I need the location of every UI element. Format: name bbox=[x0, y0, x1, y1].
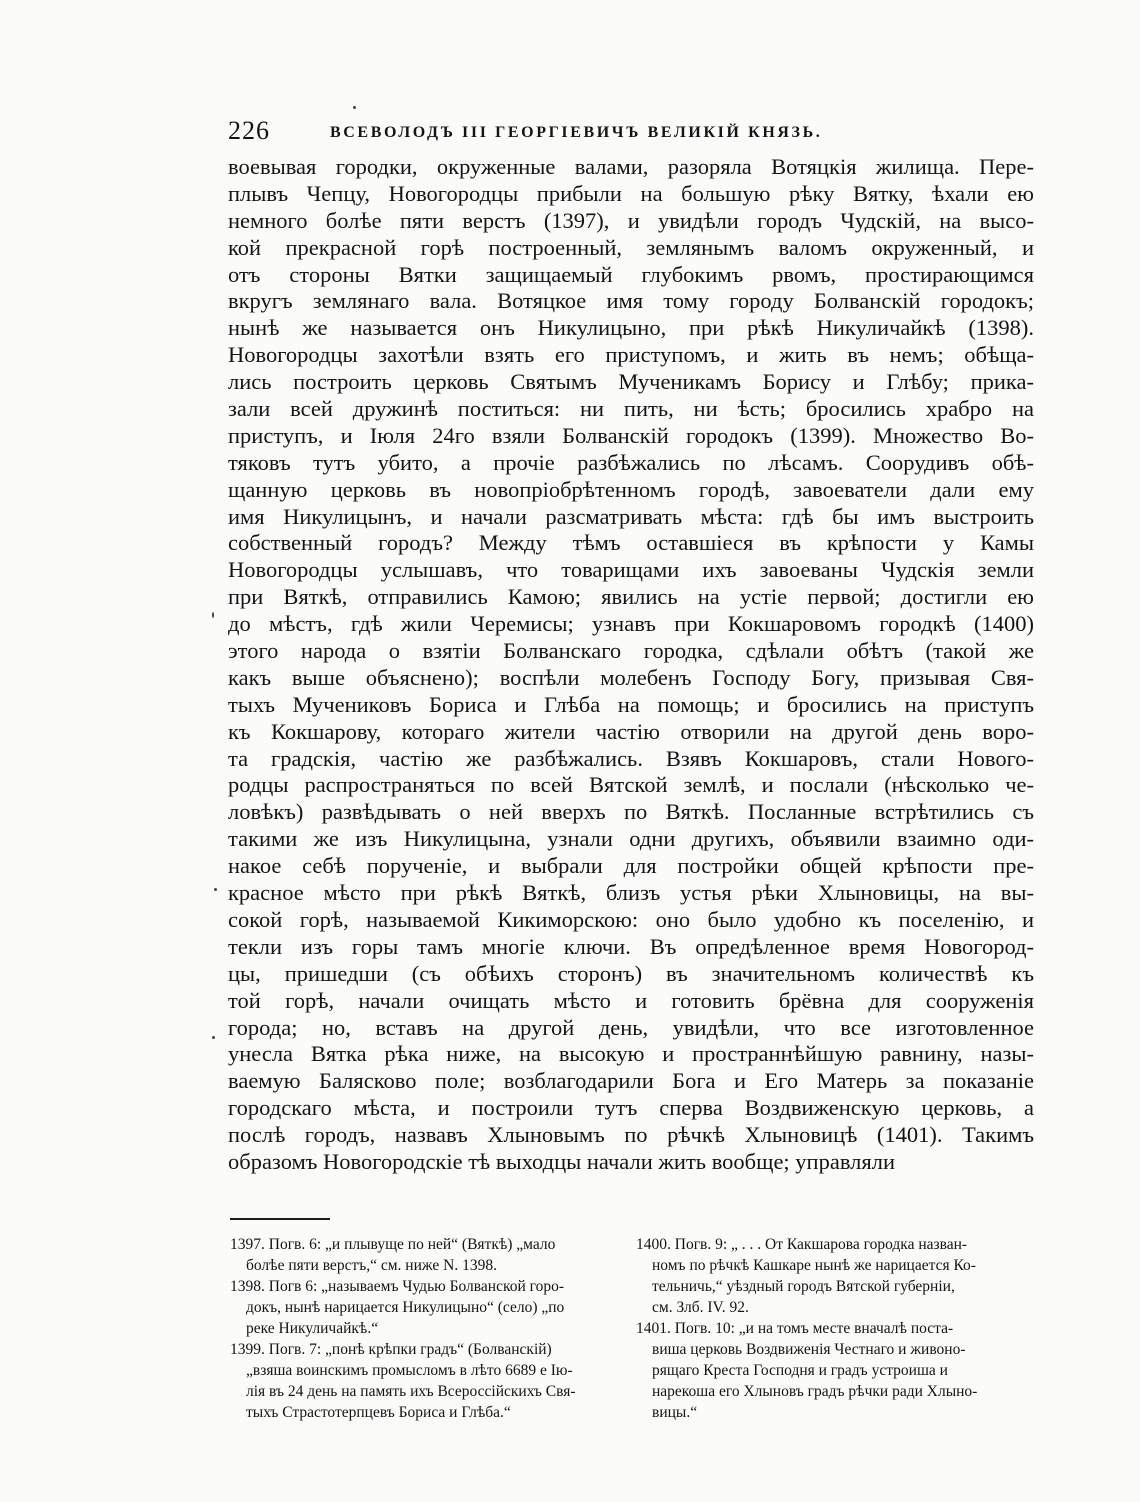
body-text bbox=[228, 154, 1034, 1176]
body-line: Новогородцы услышавъ, что товарищами ихъ завоеваны Чудскія земли bbox=[228, 557, 1034, 583]
body-line: родцы распространяться по всей Вятской землѣ, и послали (нѣсколько че- bbox=[228, 772, 1034, 798]
footnote-line: тыхъ Страстотерпцевъ Бориса и Глѣба.“ bbox=[246, 1404, 511, 1421]
body-line: тяковъ тутъ убито, а прочіе разбѣжались по лѣсамъ. Соорудивъ обѣ- bbox=[228, 449, 1034, 475]
body-line: нынѣ же называется онъ Никулицыно, при рѣкѣ Никуличайкѣ (1398). bbox=[228, 315, 1034, 341]
footnote-line: тельничь,“ уѣздный городъ Вятской губерніи, bbox=[652, 1278, 955, 1295]
body-line: зали всей дружинѣ поститься: ни пить, ни ѣсть; бросились храбро на bbox=[228, 396, 1034, 422]
body-line: послѣ городъ, назвавъ Хлыновымъ по рѣчкѣ Хлыновицѣ (1401). Такимъ bbox=[228, 1122, 1034, 1148]
page-header bbox=[228, 116, 928, 156]
body-line: та градскія, частію же разбѣжались. Взявъ Кокшаровъ, стали Нового- bbox=[228, 745, 1034, 771]
footnote-line: номъ по рѣчкѣ Кашкаре нынѣ же нарицается Ко- bbox=[652, 1257, 976, 1274]
footnote-line: виша церковь Воздвиженія Честнаго и живоно- bbox=[652, 1341, 966, 1358]
body-line: унесла Вятка рѣка ниже, на высокую и пространнѣйшую равнину, назы- bbox=[228, 1041, 1034, 1067]
running-head: ВСЕВОЛОДЪ III ГЕОРГІЕВИЧЪ ВЕЛИКІЙ КНЯЗЬ. bbox=[330, 124, 823, 141]
body-line: текли изъ горы тамъ многіе ключи. Въ опредѣленное время Новогород- bbox=[228, 933, 1034, 959]
body-line: накое себѣ порученіе, и выбрали для постройки общей крѣпости пре- bbox=[228, 853, 1034, 879]
footnote-line: нарекоша его Хлыновъ градъ рѣчки ради Хлыно- bbox=[652, 1383, 978, 1400]
scan-speck bbox=[214, 888, 217, 891]
footnote-line: докъ, нынѣ нарицается Никулицыно“ (село) „по bbox=[246, 1299, 565, 1316]
scan-speck bbox=[212, 1036, 215, 1039]
scan-speck bbox=[212, 612, 214, 618]
body-line: этого народа о взятіи Болванскаго городка, сдѣлали обѣтъ (такой же bbox=[228, 638, 1034, 664]
body-line: немного болѣе пяти верстъ (1397), и увидѣли городъ Чудскій, на высо- bbox=[228, 207, 1034, 233]
footnote-rule bbox=[230, 1218, 330, 1220]
footnotes-left-column bbox=[230, 1234, 636, 1423]
footnote-line: 1399. Погв. 7: „понѣ крѣпки градъ“ (Болванскій) bbox=[230, 1341, 552, 1358]
footnote bbox=[230, 1234, 636, 1276]
body-line: плывъ Чепцу, Новогородцы прибыли на большую рѣку Вятку, ѣхали ею bbox=[228, 180, 1034, 206]
scan-speck bbox=[353, 106, 356, 109]
body-line: той горѣ, начали очищать мѣсто и готовить брёвна для сооруженія bbox=[228, 987, 1034, 1013]
body-line: города; но, вставъ на другой день, увидѣли, что все изготовленное bbox=[228, 1014, 1034, 1040]
footnote-line: реке Никуличайкѣ.“ bbox=[246, 1320, 379, 1337]
body-line: воевывая городки, окруженные валами, разоряла Вотяцкія жилища. Пере- bbox=[228, 154, 1034, 179]
body-line: такими же изъ Никулицына, узнали одни другихъ, объявили взаимно оди- bbox=[228, 826, 1034, 852]
body-line: Новогородцы захотѣли взять его приступомъ, и жить въ немъ; обѣща- bbox=[228, 342, 1034, 368]
body-line: при Вяткѣ, отправились Камою; явились на устіе первой; достигли ею bbox=[228, 584, 1034, 610]
body-line: ваемую Балясково поле; возблагодарили Бога и Его Матерь за показаніе bbox=[228, 1068, 1034, 1094]
footnote bbox=[636, 1318, 1034, 1423]
body-line: городскаго мѣста, и построили тутъ сперва Воздвиженскую церковь, а bbox=[228, 1095, 1034, 1121]
footnote-line: болѣе пяти верстъ,“ см. ниже N. 1398. bbox=[246, 1257, 497, 1274]
footnote bbox=[636, 1234, 1034, 1318]
footnote-line: 1397. Погв. 6: „и плывуще по ней“ (Вяткѣ) „мало bbox=[230, 1236, 556, 1253]
body-line: цы, пришедши (съ обѣихъ сторонъ) въ значительномъ количествѣ къ bbox=[228, 960, 1034, 986]
footnote-line: см. Злб. IV. 92. bbox=[652, 1299, 749, 1316]
footnote-line: вицы.“ bbox=[652, 1404, 698, 1421]
footnote bbox=[230, 1276, 636, 1339]
footnote bbox=[230, 1339, 636, 1423]
body-line: какъ выше объяснено); воспѣли молебенъ Господу Богу, призывая Свя- bbox=[228, 664, 1034, 690]
body-line: приступъ, и Іюля 24го взяли Болванскій городокъ (1399). Множество Во- bbox=[228, 422, 1034, 448]
body-line: ловѣкъ) развѣдывать о ней вверхъ по Вяткѣ. Посланные встрѣтились съ bbox=[228, 799, 1034, 825]
body-line: вкругъ землянаго вала. Вотяцкое имя тому городу Болванскій городокъ; bbox=[228, 288, 1034, 314]
body-line: сокой горѣ, называемой Кикиморскою: оно было удобно къ поселенію, и bbox=[228, 906, 1034, 932]
body-line: отъ стороны Вятки защищаемый глубокимъ рвомъ, простирающимся bbox=[228, 261, 1034, 287]
footnote-line: „взяша воинскимъ промысломъ в лѣто 6689 е Ію- bbox=[246, 1362, 573, 1379]
body-line: красное мѣсто при рѣкѣ Вяткѣ, близъ устья рѣки Хлыновицы, на вы- bbox=[228, 880, 1034, 906]
footnote-line: 1398. Погв 6: „называемъ Чудью Болванской горо- bbox=[230, 1278, 564, 1295]
body-line: имя Никулицынъ, и начали разсматривать мѣста: гдѣ бы имъ выстроить bbox=[228, 503, 1034, 529]
body-line: до мѣстъ, гдѣ жили Черемисы; узнавъ при Кокшаровомъ городкѣ (1400) bbox=[228, 611, 1034, 637]
body-line: кой прекрасной горѣ построенный, землянымъ валомъ окруженный, и bbox=[228, 234, 1034, 260]
footnote-line: рящаго Креста Господня и градъ устроиша и bbox=[652, 1362, 948, 1379]
body-line: тыхъ Мучениковъ Бориса и Глѣба на помощь; и бросились на приступъ bbox=[228, 691, 1034, 717]
body-line: лись построить церковь Святымъ Мученикамъ Борису и Глѣбу; прика- bbox=[228, 369, 1034, 395]
body-line: щанную церковь въ новопріобрѣтенномъ городѣ, завоеватели дали ему bbox=[228, 476, 1034, 502]
page-number: 226 bbox=[228, 116, 270, 145]
body-line: собственный городъ? Между тѣмъ оставшіеся въ крѣпости у Камы bbox=[228, 530, 1034, 556]
body-line: къ Кокшарову, котораго жители частію отворили на другой день воро- bbox=[228, 718, 1034, 744]
footnote-line: 1400. Погв. 9: „ . . . От Какшарова городка назван- bbox=[636, 1236, 968, 1253]
footnote-line: лія въ 24 день на память ихъ Всероссійскихъ Свя- bbox=[246, 1383, 576, 1400]
footnotes-right-column bbox=[636, 1234, 1034, 1423]
footnote-line: 1401. Погв. 10: „и на томъ месте вначалѣ поста- bbox=[636, 1320, 954, 1337]
body-line: образомъ Новогородскіе тѣ выходцы начали жить вообще; управляли bbox=[228, 1148, 896, 1174]
